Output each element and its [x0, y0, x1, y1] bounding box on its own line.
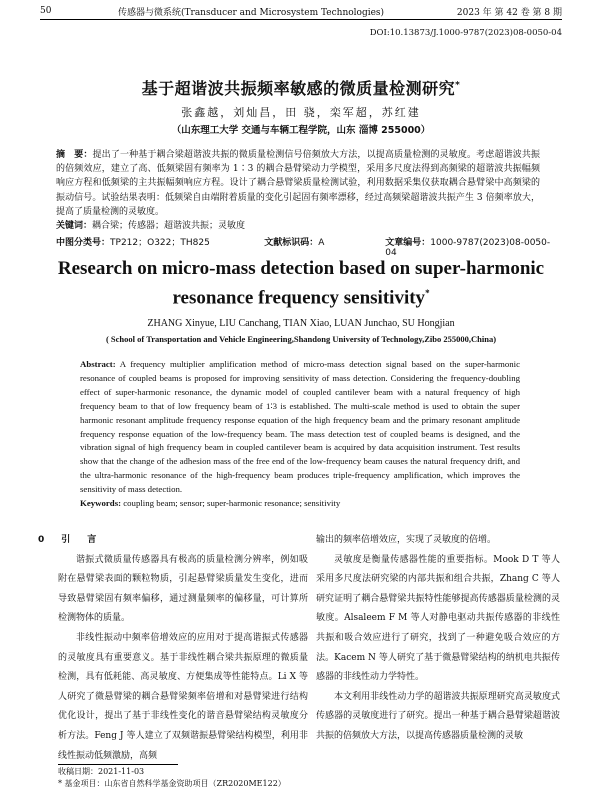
en-affiliation: ( School of Transportation and Vehicle Engineering,Shandong University of Technology,Zibo 255000,China) [105, 334, 497, 344]
en-authors: ZHANG Xinyue, LIU Canchang, TIAN Xiao, LUAN Junchao, SU Hongjian [147, 318, 455, 329]
page-number: 50 [40, 6, 52, 16]
running-header [40, 4, 562, 18]
en-title-mark: * [425, 288, 430, 298]
journal-name: 传感器与微系统(Transducer and Microsystem Technologies) [118, 7, 385, 18]
body-left-column [38, 531, 308, 766]
en-title-text: Research on micro-mass detection based on super-harmonic resonance frequency sensitivity [57, 258, 545, 309]
received-date: 收稿日期：2021-11-03 [58, 767, 145, 776]
footnotes [58, 766, 286, 790]
zh-abstract [56, 148, 540, 233]
zh-keywords-label: 关键词： [56, 221, 93, 232]
zh-authors: 张鑫越，刘灿昌，田 骁，栾军超，苏红建 [181, 106, 421, 119]
section-heading: 0 引 言 [38, 535, 101, 545]
en-title [40, 256, 562, 310]
doi[interactable]: DOI:10.13873/J.1000-9787(2023)08-0050-04 [369, 28, 562, 38]
doc-code-value: A [318, 238, 325, 248]
fund-note: * 基金项目：山东省自然科学基金资助项目（ZR2020ME122） [58, 779, 286, 788]
en-abstract-label: Abstract: [80, 359, 116, 369]
issue-info: 2023 年 第 42 卷 第 8 期 [456, 7, 562, 18]
zh-abstract-text: 提出了一种基于耦合梁超谐波共振的微质量检测信号倍频放大方法，以提高质量检测的灵敏度。考虑超谐波共振的倍频效应，建立了高、低频梁固有频率为 1∶3 的耦合悬臂梁动力学模型，采用多尺度法得到高频梁的超谐波共振幅频响应方程和低频梁的主共振幅频响应方程。设计了耦合悬臂梁质量检测试验，利用数据采集仪获取耦合悬臂梁中高频梁的振动信号。试验结果表明：低频梁自由端附着质量的变化引起固有频率漂移，经过高频梁超谐波共振产生 3 倍频率放大，提高了质量检测的灵敏度。 [56, 150, 540, 217]
body-paragraph: 谐振式微质量传感器具有极高的质量检测分辨率，例如吸附在悬臂梁表面的颗粒物质，引起悬臂梁质量发生变化，进而导致悬臂梁固有频率偏移，通过测量频率的偏移量，可计算所检测物体的质量。 [58, 554, 308, 624]
clc-label: 中图分类号： [56, 238, 111, 248]
zh-title [40, 76, 562, 99]
article-no-label: 文章编号： [385, 238, 431, 248]
en-keywords-label: Keywords: [80, 498, 122, 509]
header-rule [40, 19, 562, 20]
classification-row [56, 235, 560, 258]
footnote-rule [58, 764, 178, 765]
clc-value: TP212；O322；TH825 [110, 238, 210, 248]
zh-affiliation: （山东理工大学 交通与车辆工程学院，山东 淄博 255000） [171, 125, 431, 136]
doc-code-label: 文献标识码： [264, 238, 319, 248]
body-right-column [316, 531, 560, 747]
body-paragraph: 灵敏度是衡量传感器性能的重要指标。Mook D T 等人采用多尺度法研究梁的内部共振和组合共振，Zhang C 等人研究证明了耦合悬臂梁共振特性能够提高传感器质量检测的灵敏度。Alsaleem F M 等人对静电驱动共振传感器的非线性共振和吸合效应进行了研究，找到了一种避免吸合效应的方法。Kacem N 等人研究了基于微悬臂梁结构的纳机电共振传感器的非线性动力学特性。 [316, 554, 560, 683]
article-no-value: 1000-9787(2023)08-0050-04 [385, 238, 551, 258]
en-keywords-text: coupling beam; sensor; super-harmonic resonance; sensitivity [123, 498, 341, 509]
en-abstract-text: A frequency multiplier amplification method of micro-mass detection signal based on the super-harmonic resonance of coupled beams is proposed for improving sensitivity of mass detection. Considering the frequency-doubling effect of super-harmonic resonance, the dynamic model of coupled cantilever beam with a natural frequency of high frequency beam to that of low frequency beam of 1∶3 is established. The multi-scale method is used to obtain the super harmonic resonant amplitude frequency response equation of the high frequency beam and the primary resonant amplitude frequency response equation of the low-frequency beam. The mass detection test of coupled beams is designed, and the vibration signal of high frequency beam in coupled cantilever beam is acquired by data acquisition instrument. Test results show that the change of the adhesion mass of the free end of the low-frequency beam causes the natural frequency drift, and the ultra-harmonic resonance of the high-frequency beam produces triple-frequency amplification, which improves the sensitivity of mass detection. [80, 359, 520, 495]
body-paragraph: 本文利用非线性动力学的超谐波共振原理研究高灵敏度式传感器的灵敏度进行了研究。提出一种基于耦合悬臂梁超谐波共振的倍频放大方法，以提高传感器质量检测的灵敏 [316, 691, 560, 741]
zh-title-text: 基于超谐波共振频率敏感的微质量检测研究 [141, 79, 456, 98]
body-paragraph: 输出的频率倍增效应，实现了灵敏度的倍增。 [316, 535, 497, 545]
zh-abstract-label: 摘 要： [56, 150, 93, 160]
body-paragraph: 非线性振动中频率倍增效应的应用对于提高谐振式传感器的灵敏度具有重要意义。基于非线性耦合梁共振原理的微质量检测，具有低耗能、高灵敏度、方便集成等性能特点。Li X 等人研究了微悬臂梁的耦合悬臂梁频率倍增和对悬臂梁进行结构优化设计，提出了基于非线性变化的谐音悬臂梁结构灵敏度分析方法。Feng J 等人建立了双频谐振悬臂梁结构模型，利用非线性振动低频激励，高频 [58, 632, 308, 761]
zh-title-mark: * [455, 80, 461, 91]
en-abstract [80, 358, 520, 511]
zh-keywords-text: 耦合梁；传感器；超谐波共振；灵敏度 [92, 221, 246, 232]
